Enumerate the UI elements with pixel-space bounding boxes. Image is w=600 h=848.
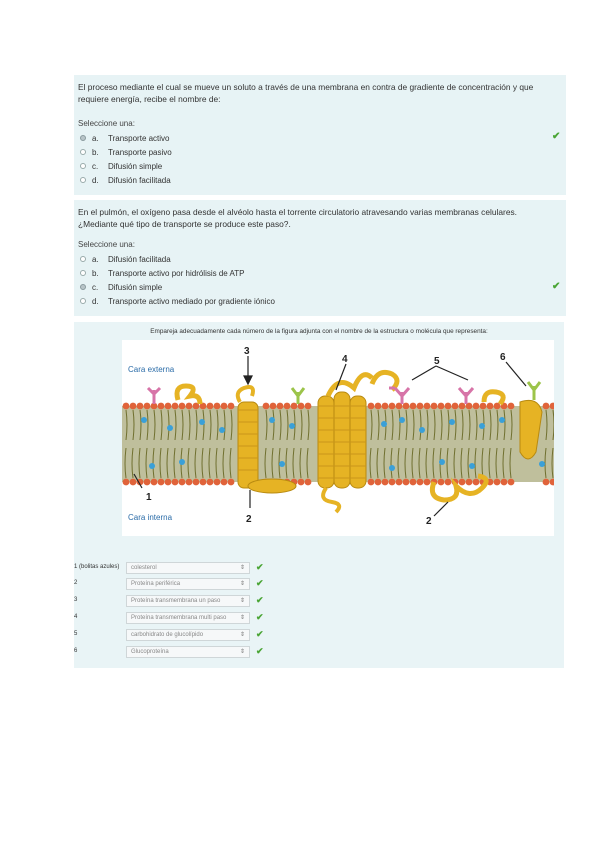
phospholipid-head <box>214 479 221 486</box>
cholesterol-dot <box>279 461 285 467</box>
question-1-text: El proceso mediante el cual se mueve un soluto a través de una membrana en contra de gradiente de concentración y que requiere energía, recibe el nombre de: <box>78 82 534 104</box>
inner-face-label: Cara interna <box>128 513 173 522</box>
dropdown-arrow-icon: ⇕ <box>239 615 245 621</box>
match-dropdown[interactable] <box>126 595 250 607</box>
phospholipid-head <box>172 403 179 410</box>
dropdown-value: Proteína transmembrana multi paso <box>131 615 227 621</box>
phospholipid-head <box>284 403 291 410</box>
phospholipid-head <box>158 479 165 486</box>
phospholipid-head <box>179 403 186 410</box>
phospholipid-head <box>494 403 501 410</box>
option-label: Difusión facilitada <box>108 254 171 264</box>
label-3: 3 <box>244 346 250 357</box>
single-pass-protein <box>238 387 258 488</box>
option-letter: a. <box>92 133 99 143</box>
arrow-5b <box>436 366 468 380</box>
phospholipid-head <box>151 479 158 486</box>
arrow-4 <box>336 364 346 390</box>
dropdown-arrow-icon: ⇕ <box>239 598 245 604</box>
phospholipid-head <box>193 479 200 486</box>
q1-option-b[interactable] <box>80 146 172 158</box>
match-row-label: 4 <box>74 614 78 620</box>
dropdown-value: Proteína transmembrana un paso <box>131 598 221 604</box>
phospholipid-head <box>165 403 172 410</box>
phospholipid-head <box>179 479 186 486</box>
label-5: 5 <box>434 356 440 367</box>
match-row-label: 2 <box>74 580 78 586</box>
question-1-select-label: Seleccione una: <box>78 119 135 128</box>
phospholipid-head <box>487 403 494 410</box>
question-3-card <box>74 322 564 668</box>
option-letter: c. <box>92 161 99 171</box>
correct-check-icon: ✔ <box>256 562 264 572</box>
cholesterol-dot <box>419 427 425 433</box>
q2-option-c[interactable] <box>80 281 162 293</box>
phospholipid-head <box>480 403 487 410</box>
phospholipid-head <box>424 403 431 410</box>
phospholipid-head <box>221 403 228 410</box>
cholesterol-dot <box>449 419 455 425</box>
phospholipid-head <box>389 479 396 486</box>
match-dropdown[interactable] <box>126 629 250 641</box>
match-row-3 <box>74 595 314 609</box>
option-letter: d. <box>92 175 99 185</box>
phospholipid-head <box>207 479 214 486</box>
match-row-4 <box>74 612 314 626</box>
cell-membrane-figure <box>122 340 554 536</box>
phospholipid-head <box>452 403 459 410</box>
cell-membrane-diagram <box>122 340 554 536</box>
radio-button[interactable] <box>80 177 86 183</box>
phospholipid-head <box>137 403 144 410</box>
option-letter: d. <box>92 296 99 306</box>
phospholipid-head <box>158 403 165 410</box>
phospholipid-head <box>221 479 228 486</box>
radio-button[interactable] <box>80 163 86 169</box>
match-row-6 <box>74 646 314 660</box>
dropdown-arrow-icon: ⇕ <box>239 565 245 571</box>
q2-option-d[interactable] <box>80 295 275 307</box>
dropdown-arrow-icon: ⇕ <box>239 632 245 638</box>
phospholipid-head <box>403 403 410 410</box>
phospholipid-head <box>144 403 151 410</box>
phospholipid-head <box>305 403 312 410</box>
phospholipid-head <box>214 403 221 410</box>
phospholipid-head <box>438 403 445 410</box>
question-1-card <box>74 75 566 195</box>
phospholipid-head <box>186 403 193 410</box>
match-row-label: 1 (bolitas azules) <box>74 564 120 570</box>
dropdown-value: Proteína periférica <box>131 581 181 587</box>
radio-button-selected[interactable] <box>80 284 86 290</box>
dropdown-value: colesterol <box>131 565 157 571</box>
phospholipid-head <box>368 403 375 410</box>
phospholipid-head <box>494 479 501 486</box>
phospholipid-head <box>508 479 515 486</box>
q1-option-c[interactable] <box>80 160 162 172</box>
option-label: Difusión simple <box>108 161 163 171</box>
label-6: 6 <box>500 352 506 363</box>
phospholipid-head <box>417 403 424 410</box>
arrow-5a <box>412 366 436 380</box>
cholesterol-dot <box>289 423 295 429</box>
peripheral-protein-left <box>248 479 296 493</box>
option-label: Transporte pasivo <box>108 147 172 157</box>
arrow-2b <box>434 502 448 516</box>
q2-option-a[interactable] <box>80 253 171 265</box>
phospholipid-head <box>445 403 452 410</box>
correct-check-icon: ✔ <box>256 646 264 656</box>
phospholipid-head <box>403 479 410 486</box>
phospholipid-head <box>144 479 151 486</box>
phospholipid-head <box>123 403 130 410</box>
phospholipid-head <box>123 479 130 486</box>
phospholipid-head <box>305 479 312 486</box>
option-letter: a. <box>92 254 99 264</box>
phospholipid-head <box>200 479 207 486</box>
option-label: Difusión facilitada <box>108 175 171 185</box>
q2-option-b[interactable] <box>80 267 245 279</box>
cholesterol-dot <box>219 427 225 433</box>
phospholipid-head <box>382 479 389 486</box>
phospholipid-head <box>228 479 235 486</box>
phospholipid-head <box>396 479 403 486</box>
phospholipid-head <box>207 403 214 410</box>
dropdown-arrow-icon: ⇕ <box>239 581 245 587</box>
cholesterol-dot <box>479 423 485 429</box>
phospholipid-head <box>382 403 389 410</box>
match-row-label: 6 <box>74 648 78 654</box>
option-label: Difusión simple <box>108 282 163 292</box>
phospholipid-head <box>543 403 550 410</box>
label-2-right: 2 <box>426 516 432 527</box>
phospholipid-head <box>130 479 137 486</box>
phospholipid-head <box>410 403 417 410</box>
match-dropdown[interactable] <box>126 562 250 574</box>
phospholipid-head <box>263 403 270 410</box>
cholesterol-dot <box>167 425 173 431</box>
q1-option-d[interactable] <box>80 174 171 186</box>
phospholipid-head <box>375 403 382 410</box>
label-2-left: 2 <box>246 514 252 525</box>
radio-button[interactable] <box>80 298 86 304</box>
match-row-5 <box>74 629 314 643</box>
question-3-instruction: Empareja adecuadamente cada número de la figura adjunta con el nombre de la estructura o molécula que representa: <box>150 328 488 335</box>
cholesterol-dot <box>389 465 395 471</box>
surface-protein-blob <box>177 386 200 404</box>
cholesterol-dot <box>269 417 275 423</box>
phospholipid-head <box>410 479 417 486</box>
surface-protein-blob <box>484 392 503 404</box>
label-1: 1 <box>146 492 152 503</box>
phospholipid-head <box>431 403 438 410</box>
q1-option-a[interactable] <box>80 132 170 144</box>
radio-button[interactable] <box>80 149 86 155</box>
match-row-label: 3 <box>74 597 78 603</box>
option-label: Transporte activo <box>108 133 170 143</box>
phospholipid-head <box>473 403 480 410</box>
phospholipid-head <box>277 403 284 410</box>
correct-check-icon: ✔ <box>256 612 264 622</box>
correct-check-icon: ✔ <box>552 131 561 142</box>
cholesterol-dot <box>381 421 387 427</box>
correct-check-icon: ✔ <box>256 629 264 639</box>
phospholipid-head <box>186 479 193 486</box>
phospholipid-head <box>130 403 137 410</box>
cholesterol-dot <box>539 461 545 467</box>
option-label: Transporte activo por hidrólisis de ATP <box>108 268 245 278</box>
match-row-label: 5 <box>74 631 78 637</box>
dropdown-arrow-icon: ⇕ <box>239 649 245 655</box>
phospholipid-head <box>228 403 235 410</box>
glycolipid-carbohydrate-green <box>292 388 304 404</box>
radio-button-selected[interactable] <box>80 135 86 141</box>
question-2-card <box>74 200 566 316</box>
arrow-6 <box>506 362 526 386</box>
cholesterol-dot <box>439 459 445 465</box>
phospholipid-head <box>445 479 452 486</box>
match-dropdown[interactable] <box>126 646 250 658</box>
phospholipid-head <box>417 479 424 486</box>
question-2-select-label: Seleccione una: <box>78 240 135 249</box>
dropdown-value: Glucoproteína <box>131 649 169 655</box>
phospholipid-head <box>459 479 466 486</box>
phospholipid-head <box>291 403 298 410</box>
phospholipid-head <box>270 403 277 410</box>
phospholipid-head <box>165 479 172 486</box>
phospholipid-head <box>368 479 375 486</box>
cholesterol-dot <box>149 463 155 469</box>
correct-check-icon: ✔ <box>256 595 264 605</box>
dropdown-value: carbohidrato de glucolípido <box>131 632 204 638</box>
question-2-text: En el pulmón, el oxígeno pasa desde el alvéolo hasta el torrente circulatorio atravesando varias membranas celulares. ¿Mediante qué tipo de transporte se produce este paso?. <box>78 207 518 229</box>
label-4: 4 <box>342 354 348 365</box>
multi-pass-protein <box>318 375 372 512</box>
option-letter: b. <box>92 147 99 157</box>
cholesterol-dot <box>199 419 205 425</box>
cholesterol-dot <box>399 417 405 423</box>
phospholipid-head <box>459 403 466 410</box>
correct-check-icon: ✔ <box>256 578 264 588</box>
phospholipid-head <box>172 479 179 486</box>
phospholipid-head <box>508 403 515 410</box>
phospholipid-head <box>424 479 431 486</box>
cholesterol-dot <box>141 417 147 423</box>
phospholipid-head <box>298 479 305 486</box>
phospholipid-head <box>473 479 480 486</box>
correct-check-icon: ✔ <box>552 281 561 292</box>
outer-face-label: Cara externa <box>128 365 175 374</box>
option-label: Transporte activo mediado por gradiente iónico <box>108 296 275 306</box>
cholesterol-dot <box>179 459 185 465</box>
phospholipid-head <box>543 479 550 486</box>
match-row-1 <box>74 562 314 576</box>
option-letter: b. <box>92 268 99 278</box>
match-row-2 <box>74 578 314 592</box>
match-dropdown[interactable] <box>126 612 250 624</box>
cholesterol-dot <box>499 417 505 423</box>
phospholipid-head <box>438 479 445 486</box>
phospholipid-head <box>466 479 473 486</box>
radio-button[interactable] <box>80 256 86 262</box>
phospholipid-head <box>389 403 396 410</box>
phospholipid-head <box>501 479 508 486</box>
match-dropdown[interactable] <box>126 578 250 590</box>
option-letter: c. <box>92 282 99 292</box>
phospholipid-head <box>375 479 382 486</box>
radio-button[interactable] <box>80 270 86 276</box>
arrow-3-head <box>244 376 252 384</box>
cholesterol-dot <box>469 463 475 469</box>
